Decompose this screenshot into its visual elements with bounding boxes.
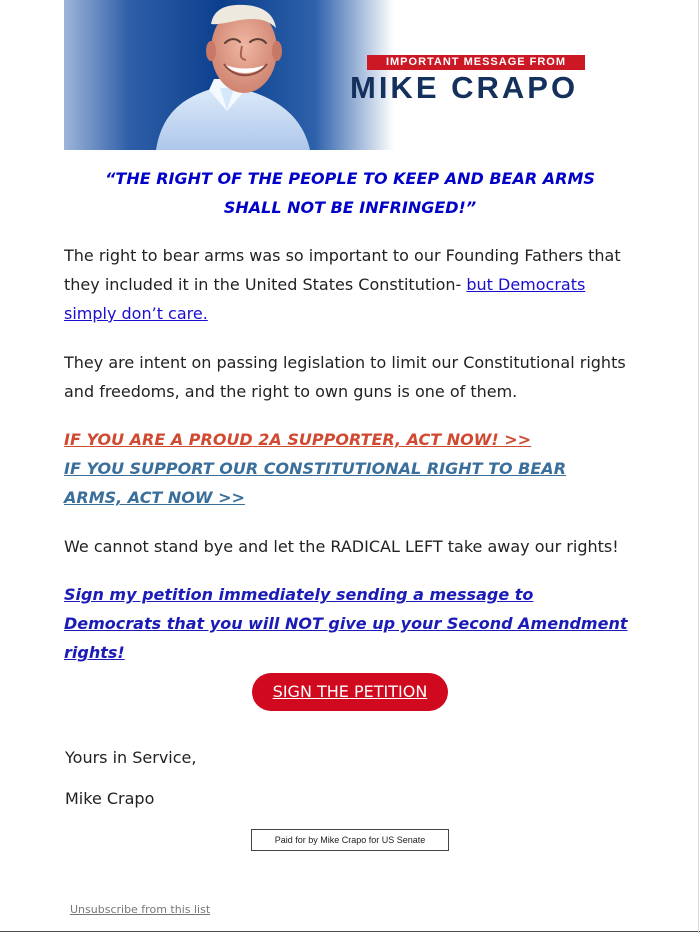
- body-paragraph-3: We cannot stand bye and let the RADICAL LEFT take away our rights!: [64, 537, 619, 556]
- body-paragraph-2: They are intent on passing legislation to limit our Constitutional rights and freedoms, and the right to own guns is one of them.: [64, 353, 626, 401]
- democrats-dont-care-link[interactable]: but Democrats simply don’t care.: [64, 275, 586, 323]
- portrait-photo: [64, 0, 394, 150]
- email-header-banner: [64, 0, 636, 150]
- sender-name-headline: MIKE CRAPO: [350, 70, 579, 105]
- important-message-label: IMPORTANT MESSAGE FROM: [367, 55, 585, 70]
- constitutional-quote: “THE RIGHT OF THE PEOPLE TO KEEP AND BEAR ARMS SHALL NOT BE INFRINGED!”: [105, 169, 595, 217]
- proud-2a-supporter-link[interactable]: IF YOU ARE A PROUD 2A SUPPORTER, ACT NOW! >>: [64, 430, 532, 449]
- body-paragraph-1-text: The right to bear arms was so important to our Founding Fathers that they included it in the United States Constitution-: [64, 246, 621, 294]
- right-divider: [698, 0, 699, 933]
- signoff-name: Mike Crapo: [65, 789, 155, 808]
- paid-for-disclaimer: Paid for by Mike Crapo for US Senate: [251, 829, 449, 851]
- smiling-man-portrait-icon: [64, 0, 394, 150]
- support-right-to-bear-arms-link[interactable]: IF YOU SUPPORT OUR CONSTITUTIONAL RIGHT TO BEAR ARMS, ACT NOW >>: [64, 459, 567, 507]
- unsubscribe-link[interactable]: Unsubscribe from this list: [70, 903, 211, 916]
- sign-petition-button[interactable]: SIGN THE PETITION: [252, 673, 448, 711]
- bottom-divider: [0, 931, 700, 932]
- signoff-closing: Yours in Service,: [65, 748, 197, 767]
- body-paragraph-1: [64, 241, 636, 328]
- sign-petition-text-link[interactable]: Sign my petition immediately sending a message to Democrats that you will NOT give up your Second Amendment rights!: [64, 585, 628, 662]
